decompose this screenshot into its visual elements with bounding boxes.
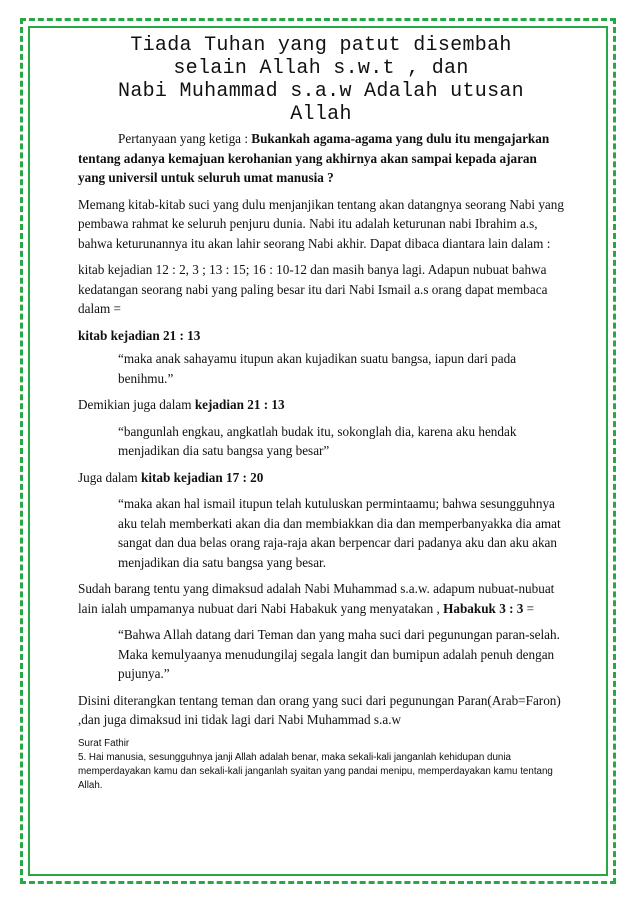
paragraph-4-reference: kitab kejadian 17 : 20 xyxy=(141,469,264,485)
title-line: Tiada Tuhan yang patut disembah xyxy=(130,34,512,57)
paragraph-5-reference: Habakuk 3 : 3 xyxy=(443,600,524,616)
paragraph-4-prefix: Juga dalam xyxy=(78,469,141,485)
quote-2: “bangunlah engkau, angkatlah budak itu, sokonglah dia, karena aku hendak menjadikan dia satu bangsa yang besar” xyxy=(118,423,517,458)
paragraph-5-prefix: Sudah barang tentu yang dimaksud adalah Nabi Muhammad s.a.w. adapum nubuat-nubuat lain ialah umpamanya nubuat dari Nabi Habakuk yang menyatakan , xyxy=(78,581,555,616)
question-paragraph xyxy=(78,129,564,188)
paragraph-4 xyxy=(78,468,564,488)
paragraph-3-prefix: Demikian juga dalam xyxy=(78,397,195,412)
question-prefix: Pertanyaan yang ketiga : xyxy=(118,131,252,146)
paragraph-5 xyxy=(78,579,564,618)
title-line: Allah xyxy=(290,103,352,126)
footnote-heading: Surat Fathir xyxy=(78,737,130,749)
quote-1: “maka anak sahayamu itupun akan kujadikan suatu bangsa, iapun dari pada benihmu.” xyxy=(118,351,517,386)
paragraph-3 xyxy=(78,395,564,415)
paragraph-2: kitab kejadian 12 : 2, 3 ; 13 : 15; 16 : 10-12 dan masih banya lagi. Adapun nubuat bahwa kedatangan seorang nabi yang paling besar itu dari Nabi Ismail a.s orang dapat membaca dalam = xyxy=(78,262,548,316)
paragraph-3-reference: kejadian 21 : 13 xyxy=(194,397,285,412)
document-body xyxy=(78,34,564,793)
paragraph-6: Disini diterangkan tentang teman dan orang yang suci dari pegunungan Paran(Arab=Faron) ,dan juga dimaksud ini tidak lagi dari Nabi Muhammad s.a.w xyxy=(78,692,561,727)
paragraph-5-suffix: = xyxy=(523,600,535,616)
quote-4: “Bahwa Allah datang dari Teman dan yang maha suci dari pegunungan paran-selah. Maka kemulyaanya menudungilaj segala langit dan bumipun adalah penuh dengan pujunya.” xyxy=(118,627,560,681)
page-title xyxy=(78,34,564,126)
question-text: Bukankah agama-agama yang dulu itu mengajarkan tentang adanya kemajuan kerohanian yang akhirnya akan sampai kepada ajaran yang universil untuk seluruh umat manusia ? xyxy=(78,131,550,185)
reference-text: kitab kejadian 21 : 13 xyxy=(78,327,201,343)
footnote xyxy=(78,737,564,793)
reference-kejadian-21-13 xyxy=(78,326,564,346)
title-line: Nabi Muhammad s.a.w Adalah utusan xyxy=(118,80,524,103)
paragraph-1: Memang kitab-kitab suci yang dulu menjanjikan tentang akan datangnya seorang Nabi yang pembawa rahmat ke seluruh penjuru dunia. Nabi itu adalah keturunan nabi Ibrahim a.s, bahwa keturunannya itu akan lahir seorang Nabi akhir. Dapat dibaca diantara lain dalam : xyxy=(78,196,564,251)
title-line: selain Allah s.w.t , dan xyxy=(173,57,469,80)
footnote-text: 5. Hai manusia, sesungguhnya janji Allah adalah benar, maka sekali-kali janganlah kehidupan dunia memperdayakan kamu dan sekali-kali janganlah syaitan yang pandai menipu, memperdayakan kamu tentang Allah. xyxy=(78,751,553,791)
quote-3: “maka akan hal ismail itupun telah kutuluskan permintaamu; bahwa sesungguhnya aku telah memberkati akan dia dan membiakkan dia dan memperbanyakka dia amat sangat dan dua belas orang raja-raja akan berpencar dari padanya aku dan aku akan menjadikan dia satu bangsa yang besar. xyxy=(118,496,561,570)
